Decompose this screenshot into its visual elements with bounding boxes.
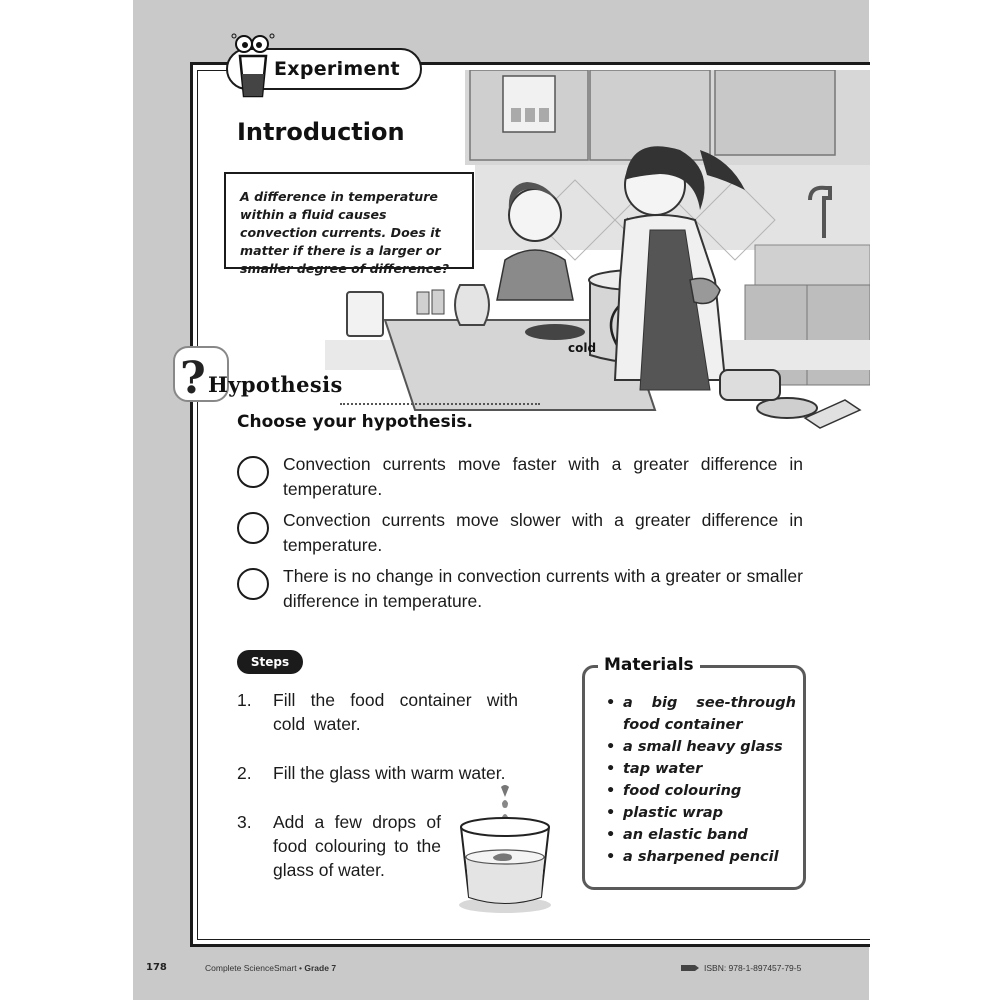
step-3-text: Add a few drops of food colouring to the glass of water.	[273, 812, 441, 880]
footer-book-title	[205, 963, 336, 973]
grade-label: Grade 7	[304, 963, 337, 973]
material-item: • a big see-through food container	[606, 692, 796, 736]
materials-list	[606, 692, 796, 868]
materials-title: Materials	[598, 655, 700, 675]
introduction-title: Introduction	[237, 118, 405, 146]
option-2-radio[interactable]	[237, 512, 269, 544]
material-item: • a sharpened pencil	[606, 846, 796, 868]
question-box	[224, 172, 474, 276]
option-1-text: Convection currents move faster with a greater difference in temperature.	[283, 454, 803, 499]
experiment-title: Experiment	[274, 58, 400, 80]
question-text: A difference in temperature within a fluid causes convection currents. Does it matter if there is a larger or smaller degree of difference?	[240, 189, 450, 276]
glass-illustration	[455, 785, 555, 915]
material-item: • an elastic band	[606, 824, 796, 846]
step-1-number: 1.	[237, 690, 252, 710]
publisher-logo-icon	[680, 963, 700, 973]
step-1-text: Fill the food container with cold water.	[273, 690, 518, 734]
page-number: 178	[146, 962, 167, 973]
svg-text:?: ?	[180, 353, 206, 403]
hypothesis-prompt: Choose your hypothesis.	[237, 412, 473, 432]
material-item: • tap water	[606, 758, 796, 780]
step-2-text: Fill the glass with warm water.	[273, 763, 506, 783]
material-item: • food colouring	[606, 780, 796, 802]
option-3-radio[interactable]	[237, 568, 269, 600]
material-item: • plastic wrap	[606, 802, 796, 824]
isbn: ISBN: 978-1-897457-79-5	[704, 963, 802, 973]
option-1-radio[interactable]	[237, 456, 269, 488]
option-2-text: Convection currents move slower with a greater difference in temperature.	[283, 510, 803, 555]
book-title: Complete ScienceSmart	[205, 963, 297, 973]
footer-separator: •	[299, 963, 303, 973]
beaker-mascot-icon	[226, 30, 280, 102]
step-3-number: 3.	[237, 812, 252, 832]
steps-label: Steps	[237, 650, 303, 674]
option-3-text: There is no change in convection currents with a greater or smaller difference in temperature.	[283, 566, 803, 611]
hypothesis-divider	[340, 403, 540, 405]
material-item: • a small heavy glass	[606, 736, 796, 758]
label-cold-left: cold	[568, 341, 597, 355]
hypothesis-title: Hypothesis	[208, 372, 343, 397]
step-2-number: 2.	[237, 763, 252, 783]
